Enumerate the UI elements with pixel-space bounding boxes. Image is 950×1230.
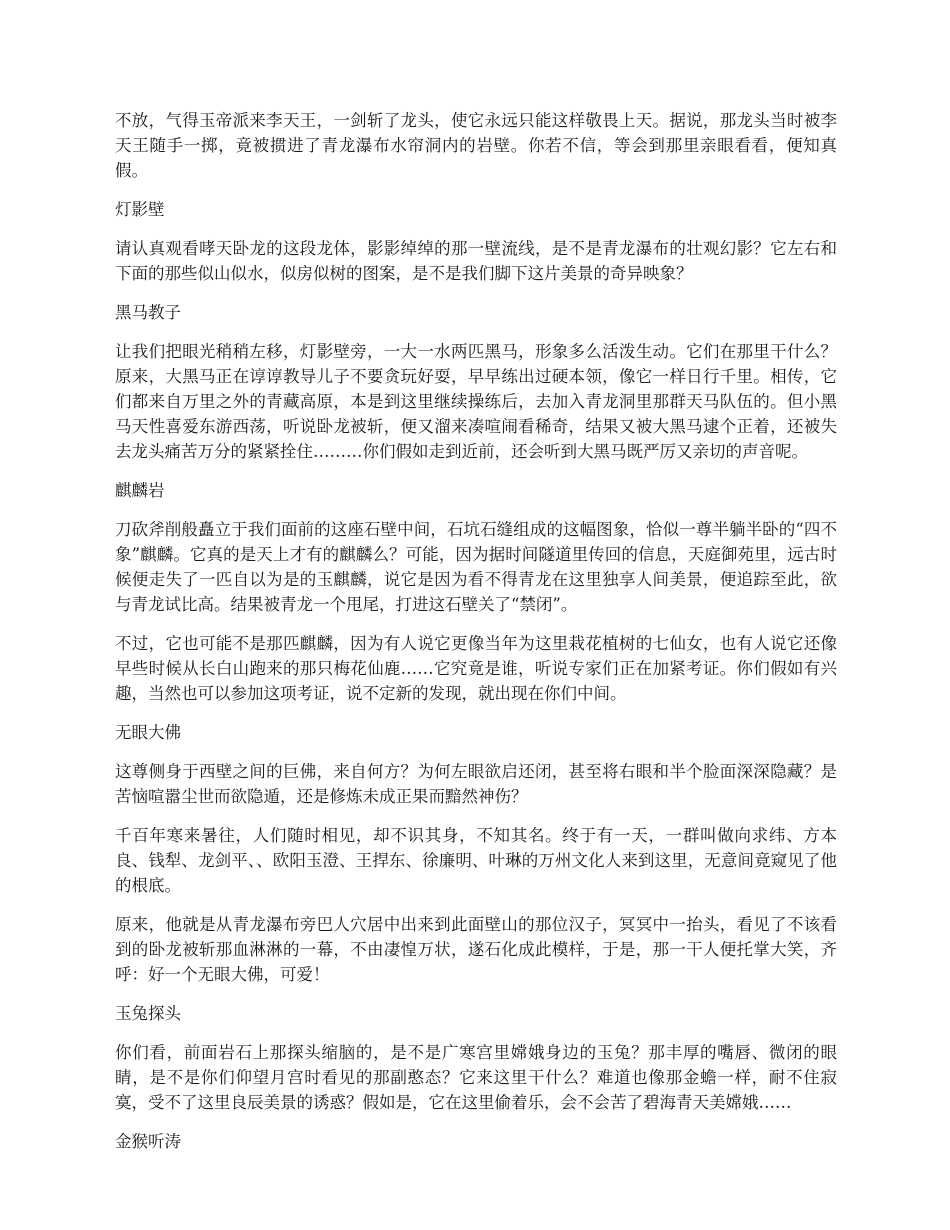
paragraph-eyeless-buddha-2: 千百年寒来暑往，人们随时相见，却不识其身，不知其名。终于有一天，一群叫做向求纬、方本良、钱犁、龙剑平、、欧阳玉澄、王捍东、徐廉明、叶琳的万州文化人来到这里，无意间竟窥见了他的根底。 [115,826,837,895]
paragraph-lamp-shadow-wall: 请认真观看哮天卧龙的这段龙体，影影绰绰的那一壁流线，是不是青龙瀑布的壮观幻影？它左右和下面的那些似山似水，似房似树的图案，是不是我们脚下这片美景的奇异映象？ [115,239,837,283]
heading-eyeless-buddha: 无眼大佛 [115,723,181,742]
heading-lamp-shadow-wall: 灯影壁 [115,200,165,219]
paragraph-eyeless-buddha-1: 这尊侧身于西壁之间的巨佛，来自何方？为何左眼欲启还闭，甚至将右眼和半个脸面深深隐藏？是苦恼喧嚣尘世而欲隐遁，还是修炼未成正果而黯然神伤？ [115,762,837,806]
paragraph-black-horse: 让我们把眼光稍稍左移，灯影壁旁，一大一水两匹黑马，形象多么活泼生动。它们在那里干什么？原来，大黑马正在谆谆教导儿子不要贪玩好耍，早早练出过硬本领，像它一样日行千里。相传，它们都来自万里之外的青藏高原，本是到这里继续操练后，去加入青龙洞里那群天马队伍的。但小黑马天性喜爱东游西荡，听说卧龙被斩，便又溜来凑喧闹看稀奇，结果又被大黑马逮个正着，还被失去龙头痛苦万分的紧紧拴住………你们假如走到近前，还会听到大黑马既严厉又亲切的声音呢。 [115,342,837,461]
document-page [115,108,837,1168]
heading-black-horse: 黑马教子 [115,303,181,322]
paragraph-dragon-head: 不放，气得玉帝派来李天王，一剑斩了龙头，使它永远只能这样敬畏上天。据说，那龙头当时被李天王随手一掷，竟被掼进了青龙瀑布水帘洞内的岩壁。你若不信，等会到那里亲眼看看，便知真假。 [115,111,837,180]
heading-golden-monkey: 金猴听涛 [115,1132,181,1151]
heading-jade-rabbit: 玉兔探头 [115,1004,181,1023]
paragraph-jade-rabbit: 你们看，前面岩石上那探头缩脑的，是不是广寒宫里嫦娥身边的玉兔？那丰厚的嘴唇、微闭的眼睛，是不是你们仰望月宫时看见的那副憨态？它来这里干什么？难道也像那金蟾一样，耐不住寂寞，受不了这里良辰美景的诱惑？假如是，它在这里偷着乐，会不会苦了碧海青天美嫦娥…… [115,1043,837,1112]
paragraph-qilin-rock-1: 刀砍斧削般矗立于我们面前的这座石壁中间，石坑石缝组成的这幅图象，恰似一尊半躺半卧的“四不象”麒麟。它真的是天上才有的麒麟么？可能，因为据时间隧道里传回的信息，天庭御苑里，远古时候便走失了一匹自以为是的玉麒麟，说它是因为看不得青龙在这里独享人间美景，便追踪至此，欲与青龙试比高。结果被青龙一个甩尾，打进这石壁关了“禁闭”。 [115,520,837,614]
paragraph-qilin-rock-2: 不过，它也可能不是那匹麒麟，因为有人说它更像当年为这里栽花植树的七仙女，也有人说它还像早些时候从长白山跑来的那只梅花仙鹿……它究竟是谁，听说专家们正在加紧考证。你们假如有兴趣，当然也可以参加这项考证，说不定新的发现，就出现在你们中间。 [115,634,837,703]
paragraph-eyeless-buddha-3: 原来，他就是从青龙瀑布旁巴人穴居中出来到此面壁山的那位汉子，冥冥中一抬头，看见了不该看到的卧龙被斩那血淋淋的一幕，不由凄惶万状，遂石化成此模样，于是，那一干人便托掌大笑，齐呼：好一个无眼大佛，可爱！ [115,915,837,984]
heading-qilin-rock: 麒麟岩 [115,481,165,500]
